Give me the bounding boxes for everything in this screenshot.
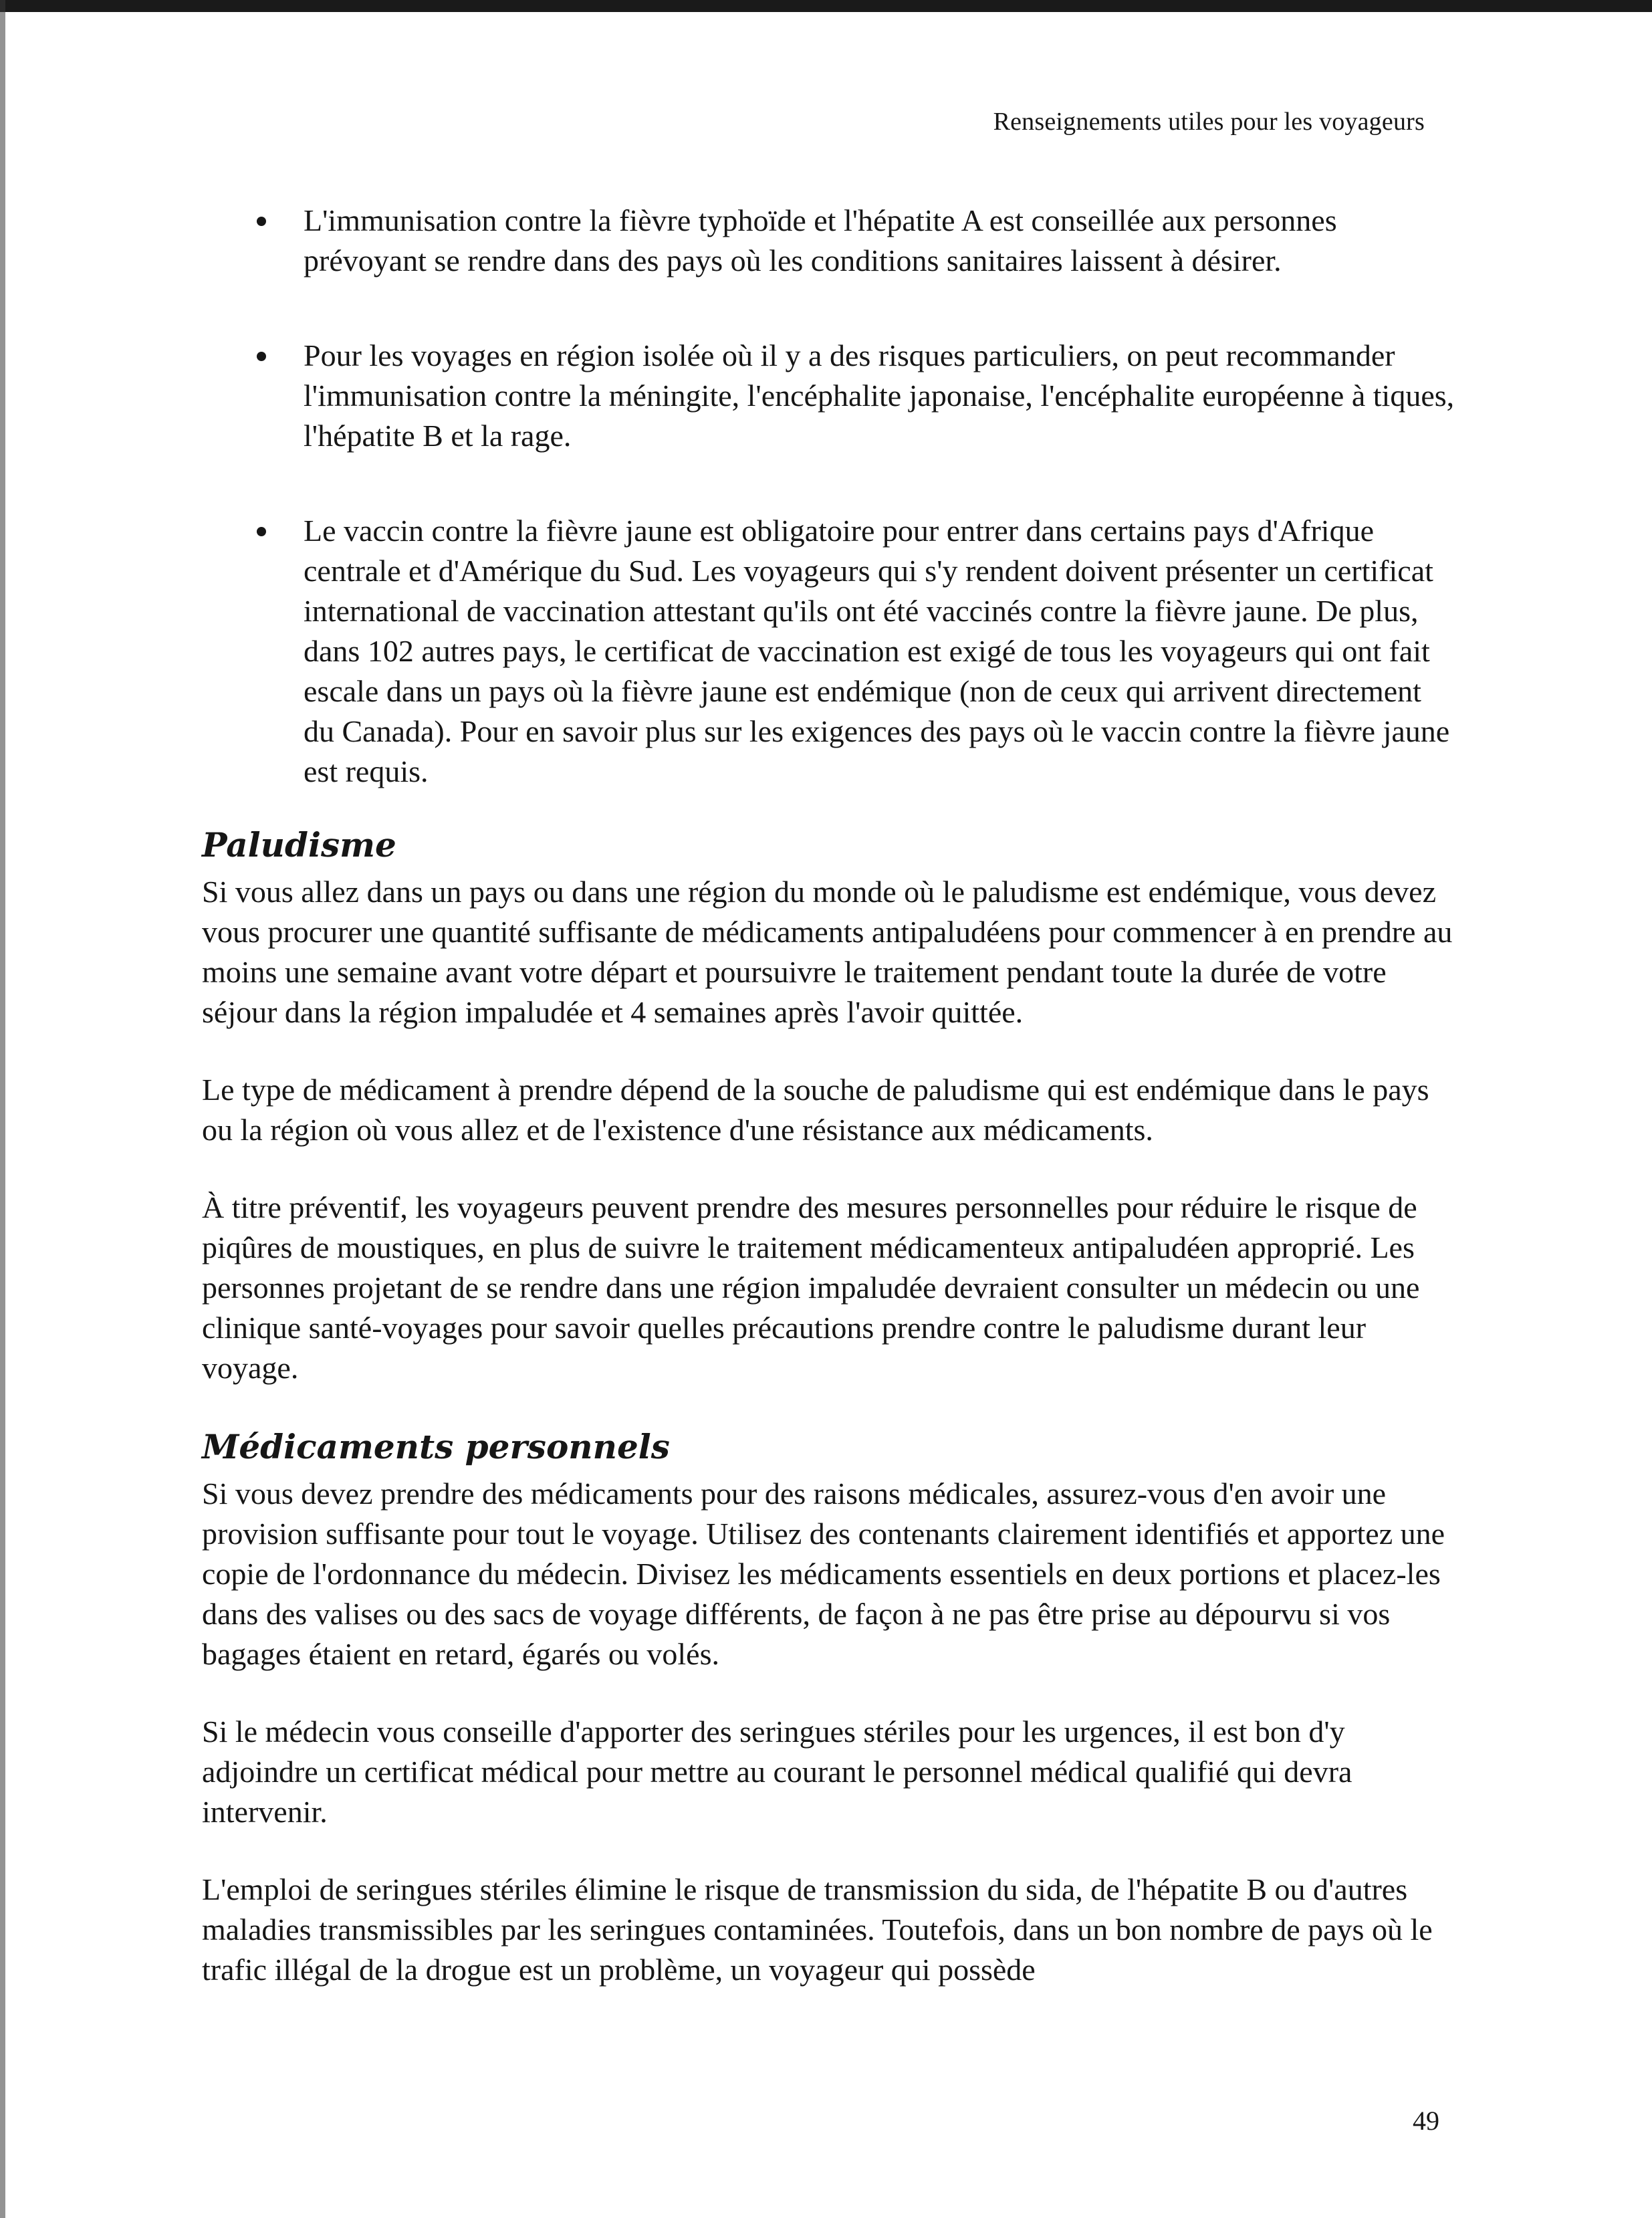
- section-heading-medicaments: Médicaments personnels: [202, 1427, 670, 1466]
- bullet-text: L'immunisation contre la fièvre typhoïde et l'hépatite A est conseillée aux personnes prévoyant se rendre dans des pays où les conditions sanitaires laissent à désirer.: [304, 203, 1337, 278]
- vaccination-bullet-list: [202, 201, 1459, 792]
- bullet-item: [202, 336, 1459, 456]
- bullet-text: Pour les voyages en région isolée où il y a des risques particuliers, on peut recommander l'immunisation contre la méningite, l'encéphalite japonaise, l'encéphalite européenne à tiques, l'hépatite B et la rage.: [304, 338, 1455, 453]
- page-number: 49: [1413, 2106, 1439, 2136]
- bullet-dot-icon: [257, 352, 266, 361]
- bullet-item: [202, 511, 1459, 792]
- bullet-text: Le vaccin contre la fièvre jaune est obligatoire pour entrer dans certains pays d'Afrique centrale et d'Amérique du Sud. Les voyageurs qui s'y rendent doivent présenter un certificat international de vaccination attestant qu'ils ont été vaccinés contre la fièvre jaune. De plus, dans 102 autres pays, le certificat de vaccination est exigé de tous les voyageurs qui ont fait escale dans un pays où la fièvre jaune est endémique (non de ceux qui arrivent directement du Canada). Pour en savoir plus sur les exigences des pays où le vaccin contre la fièvre jaune est requis.: [304, 514, 1450, 788]
- section-heading-paludisme: Paludisme: [202, 825, 396, 865]
- page-content: [202, 201, 1459, 2027]
- paragraph: Si le médecin vous conseille d'apporter des seringues stériles pour les urgences, il est bon d'y adjoindre un certificat médical pour mettre au courant le personnel médical qualifié qui devra intervenir.: [202, 1714, 1352, 1829]
- bullet-item: [202, 201, 1459, 281]
- bullet-dot-icon: [257, 527, 266, 536]
- paragraph: À titre préventif, les voyageurs peuvent prendre des mesures personnelles pour réduire le risque de piqûres de moustiques, en plus de suivre le traitement médicamenteux antipaludéen approprié. Les personnes projetant de se rendre dans une région impaludée devraient consulter un médecin ou une clinique santé-voyages pour savoir quelles précautions prendre contre le paludisme durant leur voyage.: [202, 1190, 1420, 1385]
- running-header: Renseignements utiles pour les voyageurs: [993, 108, 1425, 136]
- top-rule: [0, 0, 1652, 12]
- paragraph: Si vous allez dans un pays ou dans une région du monde où le paludisme est endémique, vous devez vous procurer une quantité suffisante de médicaments antipaludéens pour commencer à en prendre au moins une semaine avant votre départ et poursuivre le traitement pendant toute la durée de votre séjour dans la région impaludée et 4 semaines après l'avoir quittée.: [202, 875, 1453, 1029]
- bullet-dot-icon: [257, 217, 266, 226]
- paragraph: Si vous devez prendre des médicaments pour des raisons médicales, assurez-vous d'en avoir une provision suffisante pour tout le voyage. Utilisez des contenants clairement identifiés et apportez une copie de l'ordonnance du médecin. Divisez les médicaments essentiels en deux portions et placez-les dans des valises ou des sacs de voyage différents, de façon à ne pas être prise au dépourvu si vos bagages étaient en retard, égarés ou volés.: [202, 1476, 1445, 1671]
- paragraph: Le type de médicament à prendre dépend de la souche de paludisme qui est endémique dans le pays ou la région où vous allez et de l'existence d'une résistance aux médicaments.: [202, 1073, 1429, 1147]
- paragraph: L'emploi de seringues stériles élimine le risque de transmission du sida, de l'hépatite B ou d'autres maladies transmissibles par les seringues contaminées. Toutefois, dans un bon nombre de pays où le trafic illégal de la drogue est un problème, un voyageur qui possède: [202, 1872, 1433, 1987]
- scan-edge: [0, 0, 5, 2218]
